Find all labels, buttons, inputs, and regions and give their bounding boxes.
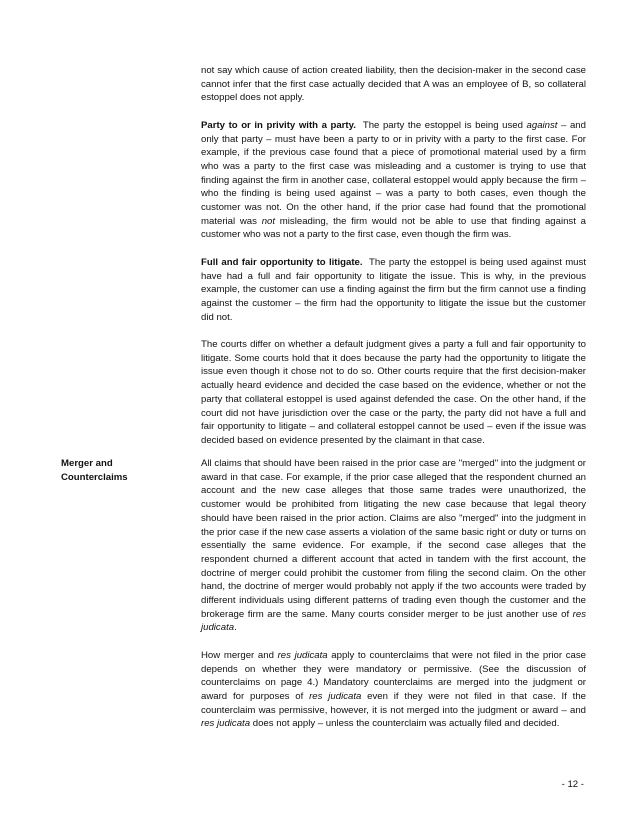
text-run: apply to counterclaims that were not filed in the prior case depends on whether they were mandatory or permissive. (See the discussion of counterclaims on page 4.) Mandatory counterclaims are merged into the judgment or award for purposes of — [201, 649, 587, 702]
section-heading-line: Merger and — [61, 458, 113, 469]
text-run: misleading, the firm would not be able to use that finding against a customer who was not a party to the first case, even though the firm was. — [201, 215, 586, 241]
text-run: The party the estoppel is being used — [362, 119, 527, 131]
text-run: . — [234, 622, 237, 634]
text-run: The party the estoppel is being used against must have had a full and fair opportunity to litigate the issue. This is why, in the previous example, the customer can use a finding against the firm but the firm cannot use a finding against the customer – the firm had the opportunity to litigate the issue but the customer did not. — [201, 256, 586, 323]
run-in-heading-full-fair: Full and fair opportunity to litigate. — [201, 256, 363, 268]
emphasis-text: not — [261, 215, 276, 227]
emphasis-text: res judicata — [277, 649, 328, 661]
text-run: even if they were not filed in that case. If the counterclaim was permissive, however, it is not merged into the judgment or award – and — [201, 690, 586, 716]
body-column-top — [201, 64, 586, 461]
text-run: does not apply – unless the counterclaim was actually filed and decided. — [250, 718, 560, 730]
section-heading-line: Counterclaims — [61, 471, 128, 483]
paragraph-merger — [201, 457, 586, 635]
run-in-heading-privity: Party to or in privity with a party. — [201, 119, 356, 131]
emphasis-text: against — [526, 119, 558, 131]
emphasis-text: res judicata — [201, 608, 586, 634]
paragraph-privity — [201, 119, 586, 242]
page-number: - 12 - — [561, 779, 584, 790]
paragraph-counterclaims — [201, 649, 586, 731]
section-heading-merger — [61, 457, 181, 484]
text-run: – and only that party – must have been a party to or in privity with a party to the first case. For example, if the previous case found that a piece of promotional material used by a firm who was a party to the first case was misleading and a customer is trying to use that finding against the firm in another case, collateral estoppel would apply because the firm – who the finding is being used against – was a party to both cases, even though the customer was not. On the other hand, if the prior case had found that the promotional material was — [201, 119, 586, 227]
emphasis-text: res judicata — [309, 690, 362, 702]
paragraph-full-fair — [201, 256, 586, 325]
text-run: How merger and — [201, 649, 278, 661]
text-run: All claims that should have been raised in the prior case are "merged" into the judgment or award in that case. For example, if the prior case alleged that the respondent churned an account and the new case alleges that those same trades were unauthorized, the customer would be prohibited from litigating the new case because that legal theory should have been raised in the prior action. Claims are also "merged" into the judgment in the prior case if the new case asserts a violation of the same basic right or duty or turns on essentially the same evidence. For example, if the second case alleges that the respondent churned a different account that acted in tandem with the first account, the doctrine of merger could prohibit the customer from filing the second claim. On the other hand, the doctrine of merger would probably not apply if the two accounts were traded by different individuals using different patterns of trading even though the customer and the brokerage firm are the same. Many courts consider merger to be just another use of — [201, 458, 586, 620]
paragraph-continuation: not say which cause of action created liability, then the decision-maker in the second case cannot infer that the first case actually decided that A was an employee of B, so collateral estoppel does not apply. — [201, 65, 586, 104]
body-column-bottom — [201, 457, 586, 745]
emphasis-text: res judicata — [201, 718, 251, 730]
paragraph-default-judgment: The courts differ on whether a default judgment gives a party a full and fair opportunity to litigate. Some courts hold that it does because the party had the opportunity to litigate the issue even though it chose not to do so. Other courts require that the first decision-maker actually heard evidence and decided the case based on the evidence, whether or not the party that collateral estoppel is used against defended the case. On the other hand, if the court did not have jurisdiction over the case or the party, the party did not have a full and fair opportunity to litigate – and collateral estoppel cannot be used – even if the issue was decided based on evidence presented by the claimant in that case. — [201, 339, 586, 446]
